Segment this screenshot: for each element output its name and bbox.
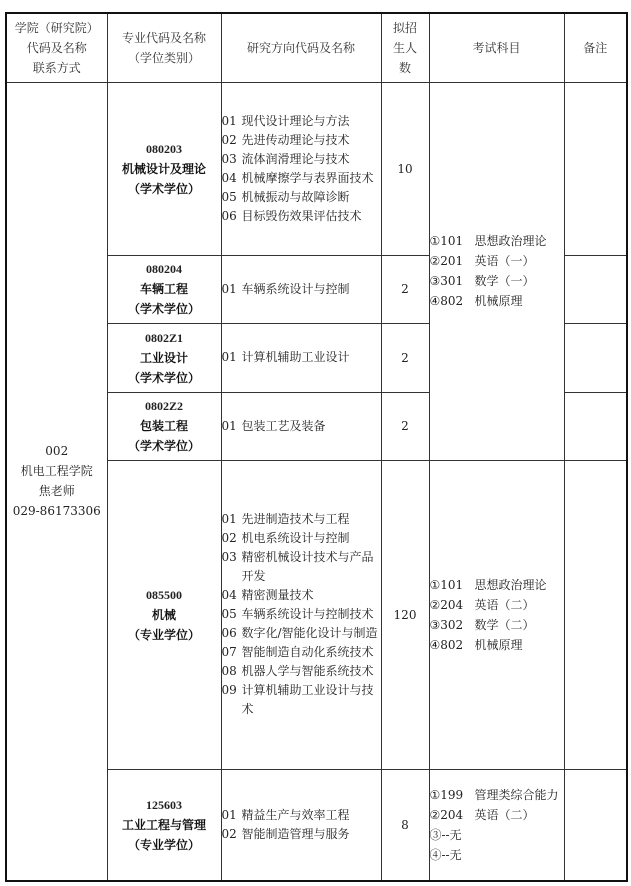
direction-item [222,681,381,719]
header-college-line: 联系方式 [32,60,81,75]
exam-code: ①199 [429,787,464,802]
exam-item [430,785,564,805]
note-cell [564,82,627,255]
direction-num: 03 [221,550,237,564]
note-cell [564,255,627,323]
header-major [107,13,221,82]
direction-num: 04 [221,588,237,602]
exam-item [430,271,564,291]
direction-item [222,280,381,299]
direction-item [222,825,381,844]
directions-cell [221,392,381,460]
exam-code: ①101 [429,577,464,592]
college-phone: 029-86173306 [12,504,101,519]
degree-type: （学术学位） [127,302,200,316]
exam-code: ④802 [429,637,464,652]
direction-name: 车辆系统设计与控制技术 [241,607,374,621]
direction-item [222,605,381,624]
exam-item [430,825,564,845]
exam-name: 英语（二） [474,597,535,612]
direction-name: 目标毁伤效果评估技术 [241,208,362,223]
direction-name: 机械摩擦学与表界面技术 [241,170,374,185]
exam-cell [429,82,564,460]
degree-type: （专业学位） [127,837,200,852]
direction-name: 机电系统设计与控制 [241,531,350,545]
direction-item [222,169,381,188]
note-cell [564,460,627,769]
header-college [6,13,107,82]
major-code: 085500 [146,587,182,602]
note-cell [564,392,627,460]
header-direction: 研究方向代码及名称 [221,13,381,82]
header-quota-line: 数 [398,60,411,75]
direction-name: 包装工艺及装备 [241,418,326,433]
exam-name: 机械原理 [474,637,523,652]
direction-name: 精密机械设计技术与产品开发 [241,550,374,583]
header-major-line: 专业代码及名称 [121,30,206,45]
degree-type: （学术学位） [127,370,200,385]
major-name: 工业设计 [139,350,188,365]
direction-item [222,417,381,436]
exam-code: ②204 [429,807,464,822]
direction-item [222,624,381,643]
direction-item [222,131,381,150]
exam-name [462,845,564,865]
direction-num: 05 [221,607,237,621]
quota-cell: 120 [381,460,429,769]
exam-item [430,635,564,655]
degree-type: （学术学位） [127,181,200,196]
major-cell [107,392,221,460]
exam-item [430,845,564,865]
direction-num: 01 [221,807,237,822]
college-code: 002 [45,444,69,459]
major-code: 125603 [146,797,182,812]
header-note: 备注 [564,13,627,82]
direction-num: 07 [221,645,237,659]
quota-cell: 8 [381,769,429,881]
quota-cell: 10 [381,82,429,255]
direction-name: 现代设计理论与方法 [241,113,350,128]
major-name: 车辆工程 [139,282,188,296]
major-cell [107,323,221,392]
exam-cell [429,769,564,881]
exam-name: 英语（二） [474,807,535,822]
direction-item [222,188,381,207]
direction-name: 机械振动与故障诊断 [241,189,350,204]
directions-cell [221,255,381,323]
major-name: 机械 [151,607,176,622]
direction-item [222,529,381,548]
direction-num: 02 [221,132,237,147]
exam-name: 管理类综合能力 [474,787,559,802]
major-cell [107,82,221,255]
exam-item [430,805,564,825]
directions-cell [221,769,381,881]
direction-name: 先进制造技术与工程 [241,512,350,526]
major-name: 包装工程 [139,419,188,433]
direction-item [222,662,381,681]
quota-cell: 2 [381,392,429,460]
major-name: 工业工程与管理 [121,817,206,832]
direction-item [222,150,381,169]
major-code: 0802Z2 [144,399,183,413]
direction-num: 01 [221,350,237,364]
direction-num: 06 [221,626,237,640]
exam-item [430,595,564,615]
exam-item [430,231,564,251]
direction-item [222,510,381,529]
exam-name: 英语（一） [474,254,535,268]
exam-name: 思想政治理论 [474,234,547,248]
direction-num: 02 [221,826,237,841]
exam-item [430,615,564,635]
exam-item [430,251,564,271]
direction-num: 01 [221,113,237,128]
direction-name: 计算机辅助工业设计 [241,350,350,364]
header-exam: 考试科目 [429,13,564,82]
direction-name: 流体润滑理论与技术 [241,151,350,166]
header-college-line: 学院（研究院） [14,20,99,35]
exam-code: ②201 [429,254,464,268]
direction-num: 04 [221,170,237,185]
direction-item [222,112,381,131]
header-quota-line: 拟招 [392,20,417,35]
direction-name: 车辆系统设计与控制 [241,281,350,296]
direction-item [222,643,381,662]
direction-item [222,548,381,586]
direction-num: 05 [221,189,237,204]
direction-name: 精益生产与效率工程 [241,807,350,822]
direction-num: 03 [221,151,237,166]
header-row [6,13,627,82]
direction-name: 计算机辅助工业设计与技术 [241,683,374,716]
major-cell [107,460,221,769]
direction-num: 06 [221,208,237,223]
direction-item [222,348,381,367]
major-code: 0802Z1 [144,330,183,345]
exam-code: ①101 [429,234,464,248]
major-cell [107,255,221,323]
exam-code: ③302 [429,617,464,632]
admissions-table [5,12,628,882]
direction-num: 08 [221,664,237,678]
major-cell [107,769,221,881]
direction-name: 精密测量技术 [241,588,314,602]
exam-code: ②204 [429,597,464,612]
quota-cell: 2 [381,255,429,323]
degree-type: （学术学位） [127,439,200,453]
major-code: 080203 [146,141,182,156]
direction-item [222,806,381,825]
direction-name: 智能制造管理与服务 [241,826,350,841]
major-code: 080204 [146,262,182,276]
direction-item [222,586,381,605]
direction-name: 机器人学与智能系统技术 [241,664,374,678]
major-name: 机械设计及理论 [121,161,206,176]
exam-name [462,825,564,845]
direction-num: 02 [221,531,237,545]
directions-cell [221,460,381,769]
direction-name: 数字化/智能化设计与制造 [241,626,378,640]
table-row [6,82,627,255]
direction-num: 09 [221,683,237,697]
direction-name: 先进传动理论与技术 [241,132,350,147]
exam-code: ③--无 [429,827,462,842]
header-quota-line: 生人 [392,40,417,55]
header-quota [381,13,429,82]
direction-name: 智能制造自动化系统技术 [241,645,374,659]
directions-cell [221,82,381,255]
note-cell [564,769,627,881]
header-college-line: 代码及名称 [26,40,87,55]
header-major-line: （学位类别） [127,50,200,65]
degree-type: （专业学位） [127,627,200,642]
exam-cell [429,460,564,769]
college-contact: 焦老师 [38,484,75,499]
exam-item [430,291,564,311]
exam-name: 数学（一） [474,274,535,288]
college-cell [6,82,107,881]
direction-num: 01 [221,281,237,296]
exam-name: 思想政治理论 [474,577,547,592]
quota-cell: 2 [381,323,429,392]
exam-name: 数学（二） [474,617,535,632]
direction-num: 01 [221,512,237,526]
exam-code: ④--无 [429,847,462,862]
college-name: 机电工程学院 [20,464,93,479]
direction-item [222,207,381,226]
directions-cell [221,323,381,392]
exam-code: ④802 [429,294,464,308]
note-cell [564,323,627,392]
direction-num: 01 [221,418,237,433]
exam-item [430,575,564,595]
exam-name: 机械原理 [474,294,523,308]
exam-code: ③301 [429,274,464,288]
